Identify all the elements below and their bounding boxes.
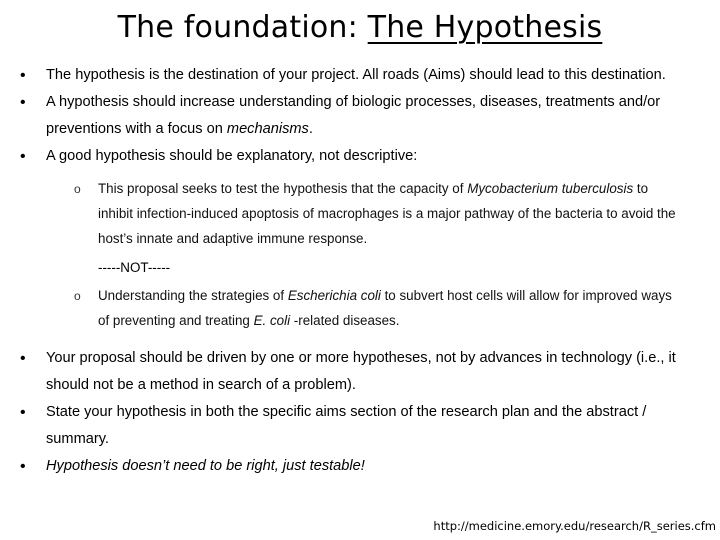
bullet-icon: • — [20, 350, 26, 367]
bullet-icon: • — [20, 404, 26, 421]
bullet-icon: • — [20, 148, 26, 165]
species-abbrev: E. coli — [253, 313, 291, 328]
bullet-testable — [20, 453, 680, 480]
species-name: Mycobacterium tuberculosis — [467, 181, 634, 196]
species-name: Escherichia coli — [287, 288, 381, 303]
example-text-end: to inhibit infection-induced apoptosis of macrophages is a major pathway of the bacteria to avoid the host’s innate and adaptive immune response. — [98, 181, 676, 246]
example-text-end: -related diseases. — [290, 313, 400, 328]
bullet-explanatory — [20, 143, 680, 170]
example-text: Understanding the strategies of — [98, 288, 288, 303]
not-divider: -----NOT----- — [98, 260, 171, 275]
bullet-icon: • — [20, 94, 26, 111]
bullet-text: Your proposal should be driven by one or more hypotheses, not by advances in technology (i.e., it should not be a method in search of a problem). — [46, 350, 676, 393]
bullet-destination — [20, 62, 680, 89]
bullet-text: Hypothesis doesn’t need to be right, just testable! — [46, 458, 365, 474]
slide-title — [0, 8, 720, 48]
bullet-icon: • — [20, 458, 26, 475]
title-underlined: The Hypothesis — [367, 10, 603, 45]
example-bad — [72, 283, 680, 333]
bullet-text: The hypothesis is the destination of your project. All roads (Aims) should lead to this destination. — [46, 67, 666, 83]
bullet-driven — [20, 345, 680, 399]
sub-bullet-icon: o — [74, 289, 81, 303]
bullet-text-end: . — [308, 121, 313, 137]
slide-body — [20, 62, 680, 480]
example-good — [72, 176, 680, 251]
example-text-mid: to subvert host cells will allow for improved ways of preventing and treating — [98, 288, 672, 328]
bullet-text: A hypothesis should increase understanding of biologic processes, diseases, treatments and/or preventions with a focus on — [46, 94, 661, 137]
bullet-emphasis: mechanisms — [226, 121, 309, 137]
bullet-state — [20, 399, 680, 453]
bullet-icon: • — [20, 67, 26, 84]
bullet-text: State your hypothesis in both the specific aims section of the research plan and the abstract / summary. — [46, 404, 647, 447]
bullet-understanding — [20, 89, 680, 143]
spacer — [20, 333, 680, 345]
title-prefix: The foundation: — [117, 10, 368, 45]
sub-bullet-icon: o — [74, 182, 81, 196]
source-url: http://medicine.emory.edu/research/R_series.cfm — [433, 519, 716, 533]
example-list — [72, 176, 680, 333]
bullet-text: A good hypothesis should be explanatory, not descriptive: — [46, 148, 418, 164]
example-text: This proposal seeks to test the hypothesis that the capacity of — [98, 181, 468, 196]
